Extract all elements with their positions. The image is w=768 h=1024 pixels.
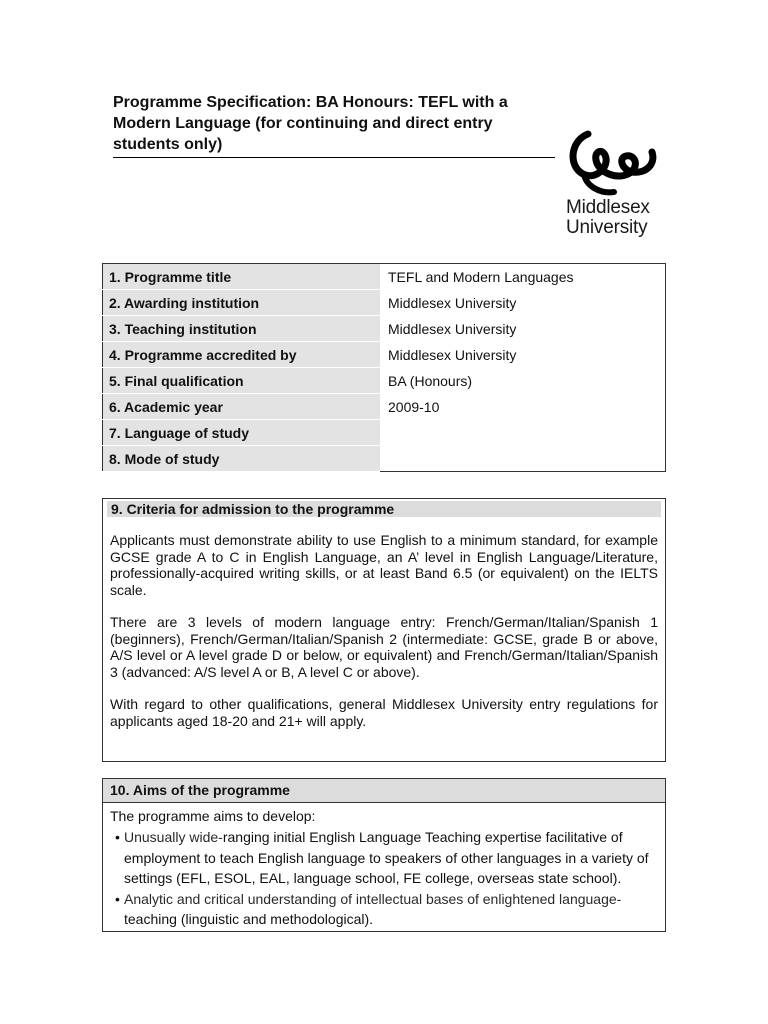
row-label: 7. Language of study: [103, 420, 381, 446]
table-row: [103, 316, 666, 342]
row-label: 1. Programme title: [103, 264, 381, 290]
table-row: [103, 290, 666, 316]
table-row: [103, 264, 666, 290]
list-item: [110, 889, 658, 930]
logo-text-line2: University: [566, 217, 648, 238]
bullet-icon: •: [115, 890, 120, 907]
list-item-lead: Analytic and critical understanding of intellectual bases of enlightened language-: [124, 890, 622, 907]
bullet-icon: •: [115, 829, 120, 845]
table-row: [103, 394, 666, 420]
admission-criteria-section: [102, 498, 666, 762]
programme-aims-section: [102, 778, 666, 932]
row-label: 8. Mode of study: [103, 446, 381, 472]
programme-info-table: [102, 263, 666, 472]
row-label: 5. Final qualification: [103, 368, 381, 394]
university-logo: [566, 128, 660, 244]
section-heading: 10. Aims of the programme: [103, 779, 665, 803]
page-title: Programme Specification: BA Honours: TEFL with a Modern Language (for continuing and direct entry students only): [113, 92, 555, 158]
aims-intro: The programme aims to develop:: [110, 808, 316, 824]
list-item-lead: Unusually wide-: [124, 829, 223, 845]
row-value: [380, 446, 666, 472]
list-item: [110, 827, 658, 889]
row-label: 6. Academic year: [103, 394, 381, 420]
row-label: 3. Teaching institution: [103, 316, 381, 342]
paragraph: Applicants must demonstrate ability to use English to a minimum standard, for example GCSE grade A to C in English Language, an A’ level in English Language/Literature, professionally-acquired writing skills, or at least Band 6.5 (or equivalent) on the IELTS scale.: [110, 532, 658, 598]
row-value: TEFL and Modern Languages: [388, 268, 574, 285]
row-value: [380, 420, 666, 446]
row-label: 4. Programme accredited by: [103, 342, 381, 368]
row-label: 2. Awarding institution: [103, 290, 381, 316]
table-row: [103, 420, 666, 446]
row-value: BA (Honours): [388, 372, 473, 389]
table-row: [103, 342, 666, 368]
section-heading: 9. Criteria for admission to the programme: [107, 501, 661, 517]
logo-emblem-icon: [566, 128, 660, 198]
table-row: [103, 446, 666, 472]
row-value: Middlesex University: [388, 320, 517, 337]
list-item-text: ranging initial English Language Teaching expertise facilitative of employment to teach English language to speakers of other languages in a variety of settings (EFL, ESOL, EAL, language school, FE college, overseas state school).: [124, 829, 649, 886]
logo-text-line1: Middlesex: [566, 197, 650, 218]
row-value: 2009-10: [388, 398, 440, 415]
paragraph: There are 3 levels of modern language entry: French/German/Italian/Spanish 1 (beginners), French/German/Italian/Spanish 2 (intermediate: GCSE, grade B or above, A/S level or A level grade D or below, or equivalent) and French/German/Italian/Spanish 3 (advanced: A/S level A or B, A level C or above).: [110, 614, 658, 680]
aims-list: [110, 827, 658, 930]
row-value: Middlesex University: [388, 346, 517, 363]
table-row: [103, 368, 666, 394]
list-item-text: teaching (linguistic and methodological).: [124, 911, 374, 927]
row-value: Middlesex University: [388, 294, 517, 311]
paragraph: With regard to other qualifications, general Middlesex University entry regulations for applicants aged 18-20 and 21+ will apply.: [110, 696, 658, 729]
